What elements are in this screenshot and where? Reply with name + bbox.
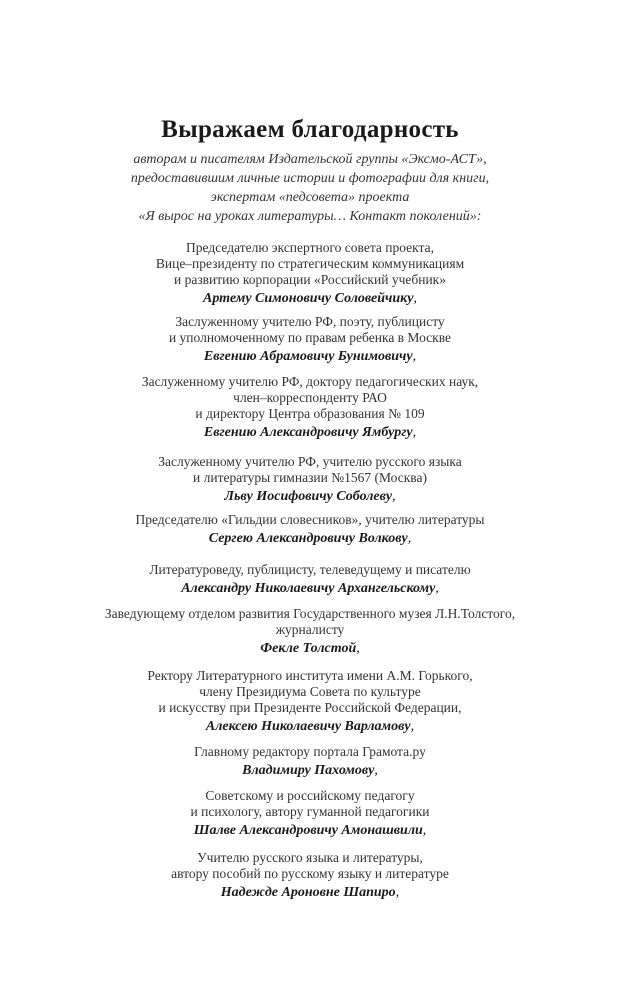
entry-person-name	[0, 763, 620, 779]
subtitle-line: «Я вырос на уроках литературы… Контакт поколений»:	[138, 209, 482, 224]
subtitle	[0, 150, 620, 226]
acknowledgement-entry	[0, 562, 620, 597]
entry-description-line: Вице–президенту по стратегическим коммуникациям	[155, 256, 465, 271]
entry-person-name	[0, 719, 620, 735]
comma: ,	[407, 531, 412, 546]
entry-description-line: Заслуженному учителю РФ, доктору педагогических наук,	[141, 374, 479, 389]
subtitle-line: предоставившим личные истории и фотографии для книги,	[130, 171, 490, 186]
entry-description-line: Председателю «Гильдии словесников», учителю литературы	[135, 512, 485, 527]
comma: ,	[410, 719, 415, 734]
entry-description-line: Советскому и российскому педагогу	[205, 788, 415, 803]
person-name-text: Шалве Александровичу Амонашвили	[193, 823, 423, 838]
entry-description-line: Заслуженному учителю РФ, учителю русского языка	[158, 454, 462, 469]
comma: ,	[395, 885, 400, 900]
entry-person-name	[0, 349, 620, 365]
acknowledgement-entry	[0, 850, 620, 901]
entry-description-line: и директору Центра образования № 109	[195, 406, 425, 421]
acknowledgement-entry	[0, 512, 620, 547]
entry-description-line: Учителю русского языка и литературы,	[197, 850, 423, 865]
page-title: Выражаем благодарность	[161, 116, 459, 143]
acknowledgement-entry	[0, 788, 620, 839]
person-name-text: Алексею Николаевичу Варламову	[205, 719, 411, 734]
entry-description-line: Заведующему отделом развития Государственного музея Л.Н.Толстого,	[104, 606, 516, 621]
acknowledgement-entry	[0, 240, 620, 307]
person-name-text: Евгению Абрамовичу Бунимовичу	[203, 349, 413, 364]
comma: ,	[412, 425, 417, 440]
entry-description-line: и уполномоченному по правам ребенка в Москве	[168, 330, 452, 345]
acknowledgement-entry	[0, 374, 620, 441]
comma: ,	[412, 349, 417, 364]
subtitle-line: авторам и писателям Издательской группы «Эксмо-АСТ»,	[133, 152, 487, 167]
person-name-text: Евгению Александровичу Ямбургу	[203, 425, 413, 440]
entry-description-line: члену Президиума Совета по культуре	[199, 684, 421, 699]
person-name-text: Владимиру Пахомову	[242, 763, 375, 778]
entry-person-name	[0, 885, 620, 901]
comma: ,	[392, 489, 396, 504]
acknowledgement-entry	[0, 314, 620, 365]
comma: ,	[435, 581, 439, 596]
acknowledgement-entry	[0, 744, 620, 779]
entry-description-line: Главному редактору портала Грамота.ру	[194, 744, 426, 759]
person-name-text: Фекле Толстой	[260, 641, 357, 656]
person-name-text: Артему Симоновичу Соловейчику	[203, 291, 414, 306]
comma: ,	[356, 641, 360, 656]
acknowledgement-entry	[0, 454, 620, 505]
person-name-text: Льву Иосифовичу Соболеву	[224, 489, 393, 504]
entry-description-line: автору пособий по русскому языку и литературе	[171, 866, 449, 881]
entry-person-name	[0, 489, 620, 505]
entry-description-line: Литературоведу, публицисту, телеведущему и писателю	[149, 562, 471, 577]
entry-description-line: и литературы гимназии №1567 (Москва)	[193, 470, 427, 485]
entry-person-name	[0, 641, 620, 657]
person-name-text: Надежде Ароновне Шапиро	[220, 885, 396, 900]
subtitle-line: экспертам «педсовета» проекта	[210, 190, 410, 205]
entry-description-line: член–корреспонденту РАО	[233, 390, 387, 405]
entry-description-line: и психологу, автору гуманной педагогики	[190, 804, 430, 819]
entry-description-line: журналисту	[275, 622, 345, 637]
comma: ,	[374, 763, 378, 778]
entry-description-line: и развитию корпорации «Российский учебник»	[174, 272, 446, 287]
entry-description-line: Ректору Литературного института имени А.М. Горького,	[147, 668, 473, 683]
person-name-text: Сергею Александровичу Волкову	[208, 531, 408, 546]
person-name-text: Александру Николаевичу Архангельскому	[181, 581, 436, 596]
acknowledgement-entry	[0, 606, 620, 657]
entry-description-line: Заслуженному учителю РФ, поэту, публицисту	[175, 314, 445, 329]
entry-person-name	[0, 425, 620, 441]
comma: ,	[422, 823, 427, 838]
comma: ,	[413, 291, 417, 306]
entry-description-line: и искусству при Президенте Российской Федерации,	[158, 700, 462, 715]
entry-person-name	[0, 531, 620, 547]
entry-person-name	[0, 823, 620, 839]
acknowledgement-entry	[0, 668, 620, 735]
entry-person-name	[0, 581, 620, 597]
entry-description-line: Председателю экспертного совета проекта,	[186, 240, 434, 255]
entry-person-name	[0, 291, 620, 307]
